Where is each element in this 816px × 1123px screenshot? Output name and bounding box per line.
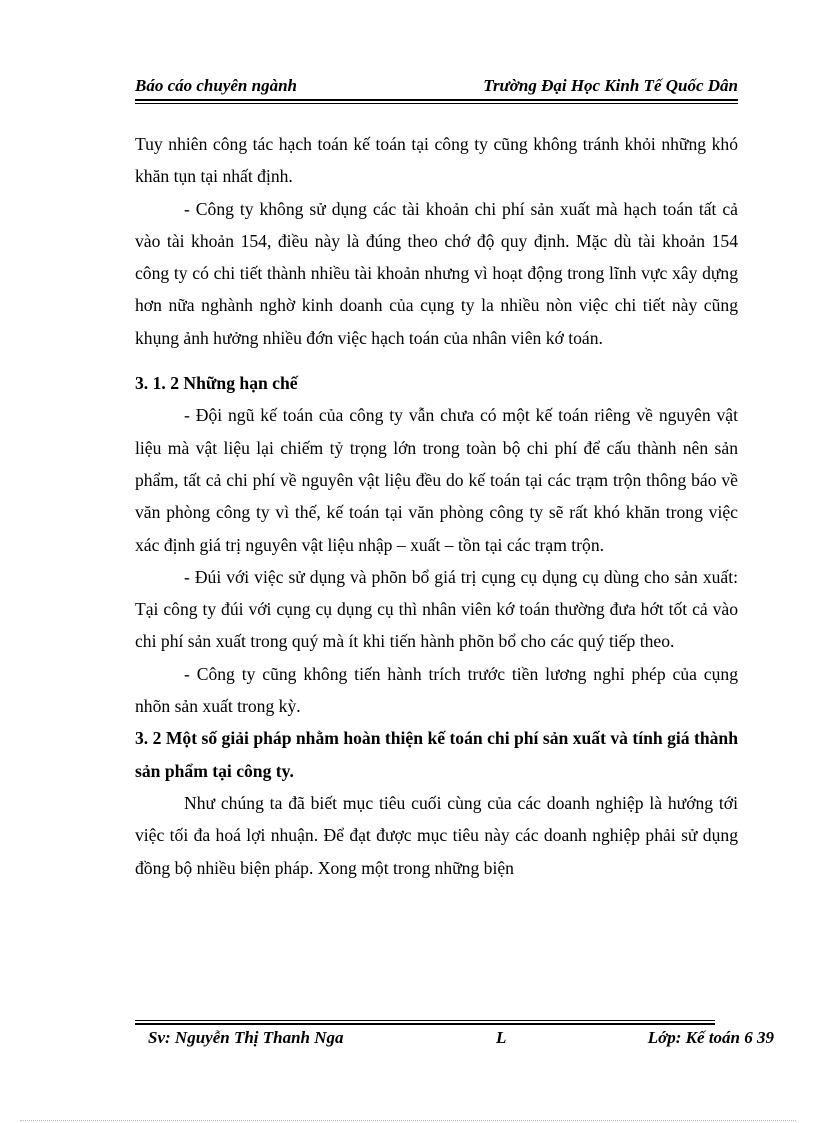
- section-heading-3-1-2: 3. 1. 2 Những hạn chế: [135, 373, 298, 394]
- paragraph-4: - Đúi với việc sử dụng và phõn bổ giá trị cụng cụ dụng cụ dùng cho sản xuất: Tại công ty đúi với cụng cụ dụng cụ thì nhân viên kớ toán thường đưa hớt tốt cả vào chi phí sản xuất trong quý mà ít khi tiến hành phõn bổ cho các quý tiếp theo.: [135, 566, 738, 652]
- header-university: Trường Đại Học Kinh Tế Quốc Dân: [483, 76, 738, 95]
- section-heading-3-2: 3. 2 Một số giải pháp nhằm hoàn thiện kế toán chi phí sản xuất và tính giá thành sản phẩm tại công ty.: [135, 728, 738, 781]
- paragraph-2: - Công ty không sử dụng các tài khoản chi phí sản xuất mà hạch toán tất cả vào tài khoản 154, điều này là đúng theo chớ độ quy định. Mặc dù tài khoản 154 công ty có chi tiết thành nhiều tài khoản nhưng vì hoạt động trong lĩnh vực xây dựng hơn nữa nghành nghờ kinh doanh của cụng ty la nhiều nòn việc chi tiết này cũng khụng ảnh hưởng nhiều đớn việc hạch toán của nhân viên kớ toán.: [135, 198, 738, 348]
- header-report-title: Báo cáo chuyên ngành: [135, 76, 297, 95]
- paragraph-3: - Đội ngũ kế toán của công ty vẫn chưa có một kế toán riêng về nguyên vật liệu mà vật liệu lại chiếm tỷ trọng lớn trong toàn bộ chi phí để cấu thành nên sản phẩm, tất cả chi phí về nguyên vật liệu đều do kế toán tại các trạm trộn thông báo về văn phòng công ty vì thế, kế toán tại văn phòng công ty sẽ rất khó khăn trong việc xác định giá trị nguyên vật liệu nhập – xuất – tồn tại các trạm trộn.: [135, 405, 738, 555]
- footer-student-name: Sv: Nguyễn Thị Thanh Nga: [148, 1028, 344, 1047]
- footer-rule-thin: [135, 1020, 715, 1021]
- page-bottom-dotted-line: [20, 1120, 796, 1121]
- paragraph-5: - Công ty cũng không tiến hành trích trước tiền lương nghỉ phép của cụng nhõn sản xuất trong kỳ.: [135, 663, 738, 717]
- paragraph-6: Như chúng ta đã biết mục tiêu cuối cùng của các doanh nghiệp là hướng tới việc tối đa hoá lợi nhuận. Để đạt được mục tiêu này các doanh nghiệp phải sử dụng đồng bộ nhiều biện pháp. Xong một trong những biện: [135, 792, 738, 878]
- footer-class: Lớp: Kế toán 6 39: [647, 1028, 774, 1047]
- paragraph-1: Tuy nhiên công tác hạch toán kế toán tại công ty cũng không tránh khỏi những khó khăn tụn tại nhất định.: [135, 134, 738, 187]
- footer-rule: [135, 1023, 715, 1025]
- document-body: [135, 128, 738, 884]
- page-header: [135, 76, 738, 96]
- page-footer: [148, 1028, 774, 1050]
- header-rule-thin: [135, 103, 738, 104]
- header-rule: [135, 99, 738, 101]
- footer-page-number: L: [496, 1028, 507, 1047]
